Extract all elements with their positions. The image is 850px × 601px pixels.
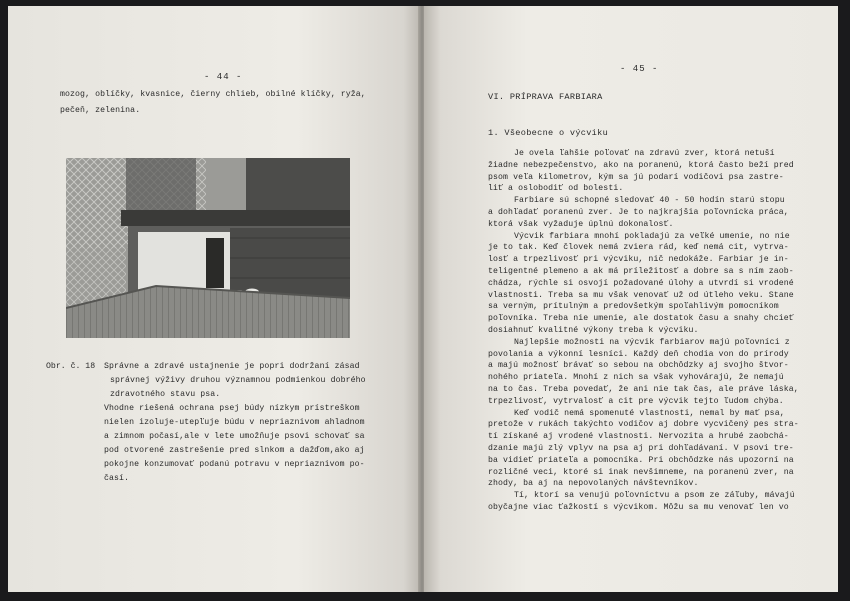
kennel-photo: [66, 158, 350, 338]
body-line: obyčajne viac ťažkostí s výcvikom. Môžu sa mu venovať len vo: [488, 503, 789, 512]
body-line: ba vidieť priateľa a pomocníka. Pri obchôdzke nás upozorní na: [488, 455, 794, 465]
body-line: Výcvik farbiara mnohí pokladajú za veľké umenie, no nie: [514, 231, 790, 241]
body-line: poľovníka. Treba nie umenie, ale dostatok času a snahy chcieť: [488, 314, 794, 324]
left-page: [8, 6, 420, 592]
body-line: Je ovela ľahšie poľovať na zdravú zver, ktorá netuší: [514, 149, 775, 158]
body-line: teligentné plemeno a ak má príležitosť a dobre sa s ním zaob-: [488, 267, 794, 276]
caption-line: zdravotného stavu psa.: [110, 390, 221, 399]
section-title: 1. Všeobecne o výcviku: [488, 128, 609, 138]
intro-line: pečeň, zelenina.: [60, 106, 141, 115]
right-page: [424, 6, 838, 592]
body-line: psom veľa kilometrov, kým sa jú podarí vodičovi psa zastre-: [488, 172, 784, 182]
caption-line: správnej výživy druhou významnou podmienkou dobrého: [110, 376, 366, 385]
caption-line: Správne a zdravé ustajnenie je popri dodržaní zásad: [104, 362, 360, 371]
body-line: trpezlivosť, vytrvalosť a cit pre výcvik tejto ľudom chýba.: [488, 396, 784, 406]
body-line: sa verným, prítulným a predovšetkým spoľahlivým pomocníkom: [488, 302, 779, 312]
body-line: Tí, ktorí sa venujú poľovníctvu a psom ze záľuby, mávajú: [514, 491, 795, 501]
caption-line: Vhodne riešená ochrana psej búdy nízkym prístreškom: [104, 404, 360, 413]
body-line: tí získané aj vrodené vlastnosti. Nervozita a hrubé zaobchá-: [488, 432, 789, 442]
body-line: chádza, rýchle si osvojí požadované úlohy a utvrdí si vrodené: [488, 278, 794, 288]
body-line: vlastnosti. Treba sa mu však venovať už od útleho veku. Stane: [488, 290, 794, 300]
caption-line: pokojne konzumovať podanú potravu v nepriaznivom po-: [104, 460, 365, 469]
page-number-right: - 45 -: [620, 64, 659, 74]
figure-label: Obr. č. 18: [46, 362, 96, 371]
body-line: žiadne nebezpečenstvo, ako na poranenú, ktorá často beží pred: [488, 160, 794, 170]
body-line: ktorá však vyžaduje úplnú dokonalosť.: [488, 219, 674, 229]
book-spread: [8, 6, 838, 592]
body-line: je to tak. Keď človek nemá zviera rád, keď nemá cit, vytrva-: [488, 243, 789, 253]
body-line: pretože v rukách takýchto vodičov aj dobre vycvičený pes stra-: [488, 420, 799, 430]
body-line: dzanie majú zlý vplyv na psa aj pri dohľadávaní. V psovi tre-: [488, 444, 794, 453]
body-line: Najlepšie možnosti na výcvik farbiarov majú poľovníci z: [514, 337, 790, 347]
body-line: Farbiare sú schopné sledovať 40 - 50 hodín starú stopu: [514, 196, 785, 206]
body-line: dosiahnuť kvalitné výkony treba k výcviku.: [488, 326, 699, 335]
body-line: nohého priateľa. Mnohí z nich sa však vyhovárajú, že nemajú: [488, 373, 784, 383]
chapter-title: VI. PRÍPRAVA FARBIARA: [488, 92, 603, 102]
caption-line: časí.: [104, 474, 130, 483]
intro-line: mozog, oblíčky, kvasnice, čierny chlieb, obilné klíčky, ryža,: [60, 90, 366, 99]
body-line: povolania a výkonní lesníci. Každý deň chodia von do prírody: [488, 349, 789, 359]
caption-line: nielen izoluje-utepľuje búdu v nepriaznivom ahladnom: [104, 418, 365, 427]
body-line: zhody, ba aj na nepovolaných návštevníkov.: [488, 479, 699, 489]
body-line: rozličné veci, ktoré si inak nevšimneme, na poranenú zver, na: [488, 467, 794, 477]
page-number-left: - 44 -: [204, 72, 243, 82]
body-line: liť a oslobodiť od bolesti.: [488, 184, 624, 194]
body-line: Keď vodič nemá spomenuté vlastnosti, nemal by mať psa,: [514, 408, 785, 418]
body-line: losť a trpezlivosť pri výcviku, nič nedokáže. Farbiar je in-: [488, 255, 789, 265]
caption-line: a zimnom počasí,ale v lete umožňuje psovi schovať sa: [104, 432, 365, 441]
body-line: a majú možnosť brávať so sebou na obchôdzky aj svojho štvor-: [488, 361, 789, 371]
caption-line: pod otvorené zastrešenie pred slnkom a dažďom,ako aj: [104, 446, 365, 455]
body-line: na to čas. Treba povedať, že ani nie tak čas, ale práve láska,: [488, 385, 799, 394]
body-line: a dohľadať poranenú zver. Je to najkrajšia poľovnícka práca,: [488, 208, 789, 217]
kennel-illustration: [66, 158, 350, 338]
